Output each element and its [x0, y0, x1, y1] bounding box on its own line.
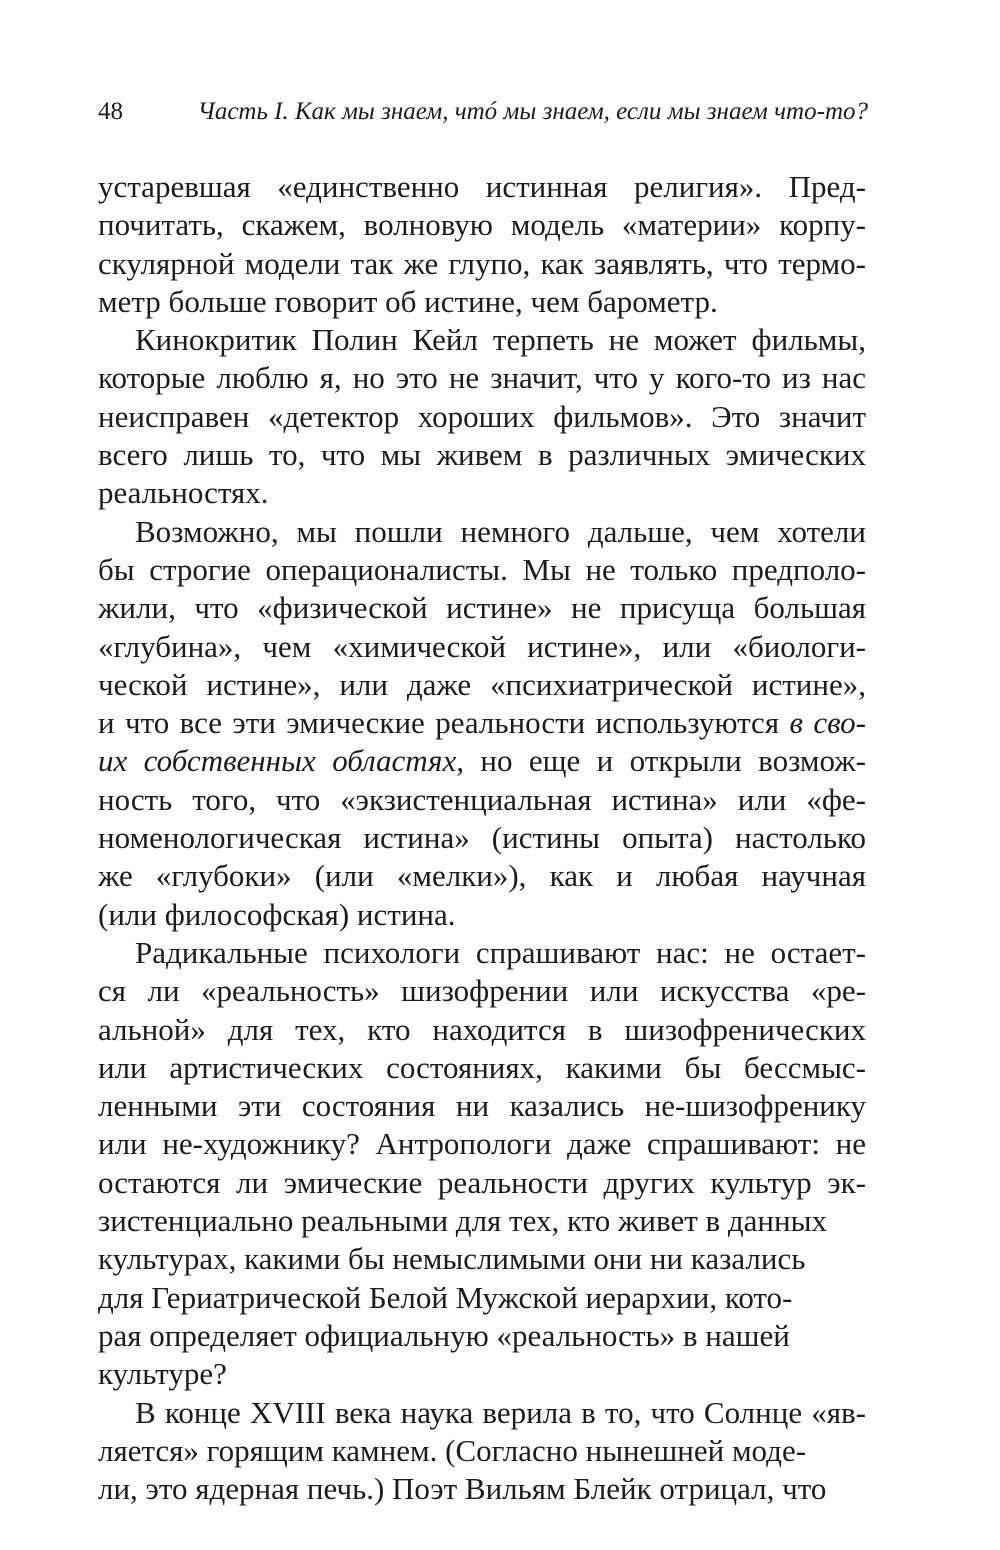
- running-head: [98, 98, 868, 138]
- text-line: неисправен «детектор хороших фильмов». Это значит: [98, 398, 866, 434]
- text-line: альной» для тех, кто находится в шизофренических: [98, 1011, 866, 1047]
- text-line: «глубина», чем «химической истине», или «биологи-: [98, 628, 866, 664]
- text-line: устаревшая «единственно истинная религия». Пред-: [98, 169, 866, 204]
- text-line: ность того, что «экзистенциальная истина» или «фе-: [98, 781, 866, 817]
- text-line: бы строгие операционалисты. Мы не только предполо-: [98, 551, 866, 587]
- text-line: ческой истине», или даже «психиатрической истине»,: [98, 666, 866, 702]
- text-line: ляется» горящим камнем. (Согласно нынешней моде-: [98, 1432, 807, 1468]
- text-line: [98, 704, 866, 742]
- text-line: которые люблю я, но это не значит, что у кого-то из нас: [98, 360, 866, 396]
- text-line: метр больше говорит об истине, чем барометр.: [98, 283, 718, 319]
- text-line: ленными эти состояния ни казались не-шизофренику: [98, 1088, 866, 1124]
- text-line: Радикальные психологи спрашивают нас: не остает-: [135, 934, 866, 970]
- text-line: культурах, какими бы немыслимыми они ни казались: [98, 1241, 806, 1277]
- text-line: ся ли «реальность» шизофрении или искусства «ре-: [98, 973, 866, 1009]
- text-line: ли, это ядерная печь.) Поэт Вильям Блейк отрицал, что: [98, 1471, 827, 1507]
- text-line: жили, что «физической истине» не присуща большая: [98, 590, 866, 626]
- text-line: (или философская) истина.: [98, 896, 456, 932]
- text-segment: и что все эти эмические реальности используются: [98, 705, 790, 741]
- text-line: всего лишь то, что мы живем в различных эмических: [98, 437, 866, 473]
- text-line: для Гериатрической Белой Мужской иерархии, кото-: [98, 1279, 793, 1315]
- text-segment: но еще и открыли возмож-: [463, 743, 866, 779]
- text-line: остаются ли эмические реальности других культур эк-: [98, 1164, 866, 1200]
- page-number: 48: [98, 98, 123, 125]
- text-line: рая определяет официальную «реальность» в нашей: [98, 1317, 790, 1353]
- text-line: или не-художнику? Антропологи даже спрашивают: не: [98, 1126, 866, 1162]
- text-line: [98, 742, 866, 780]
- text-line: или артистических состояниях, какими бы бессмыс-: [98, 1049, 866, 1085]
- italic-segment: в сво-: [789, 705, 866, 741]
- text-line: зистенциально реальными для тех, кто живет в данных: [98, 1203, 827, 1239]
- running-title: Часть I. Как мы знаем, чтó мы знаем, если мы знаем что-то?: [197, 98, 868, 125]
- text-line: Возможно, мы пошли немного дальше, чем хотели: [135, 513, 866, 549]
- body-text: [98, 168, 866, 1508]
- text-line: скулярной модели так же глупо, как заявлять, что термо-: [98, 245, 866, 281]
- text-line: Кинокритик Полин Кейл терпеть не может фильмы,: [135, 322, 866, 358]
- italic-segment: их собственных областях,: [98, 743, 464, 779]
- text-line: культуре?: [98, 1356, 227, 1392]
- text-line: В конце XVIII века наука верила в то, что Солнце «яв-: [135, 1394, 866, 1430]
- text-line: почитать, скажем, волновую модель «материи» корпу-: [98, 207, 866, 243]
- text-line: номенологическая истина» (истины опыта) настолько: [98, 820, 866, 856]
- text-line: реальностях.: [98, 475, 269, 511]
- text-line: же «глубоки» (или «мелки»), как и любая научная: [98, 858, 866, 894]
